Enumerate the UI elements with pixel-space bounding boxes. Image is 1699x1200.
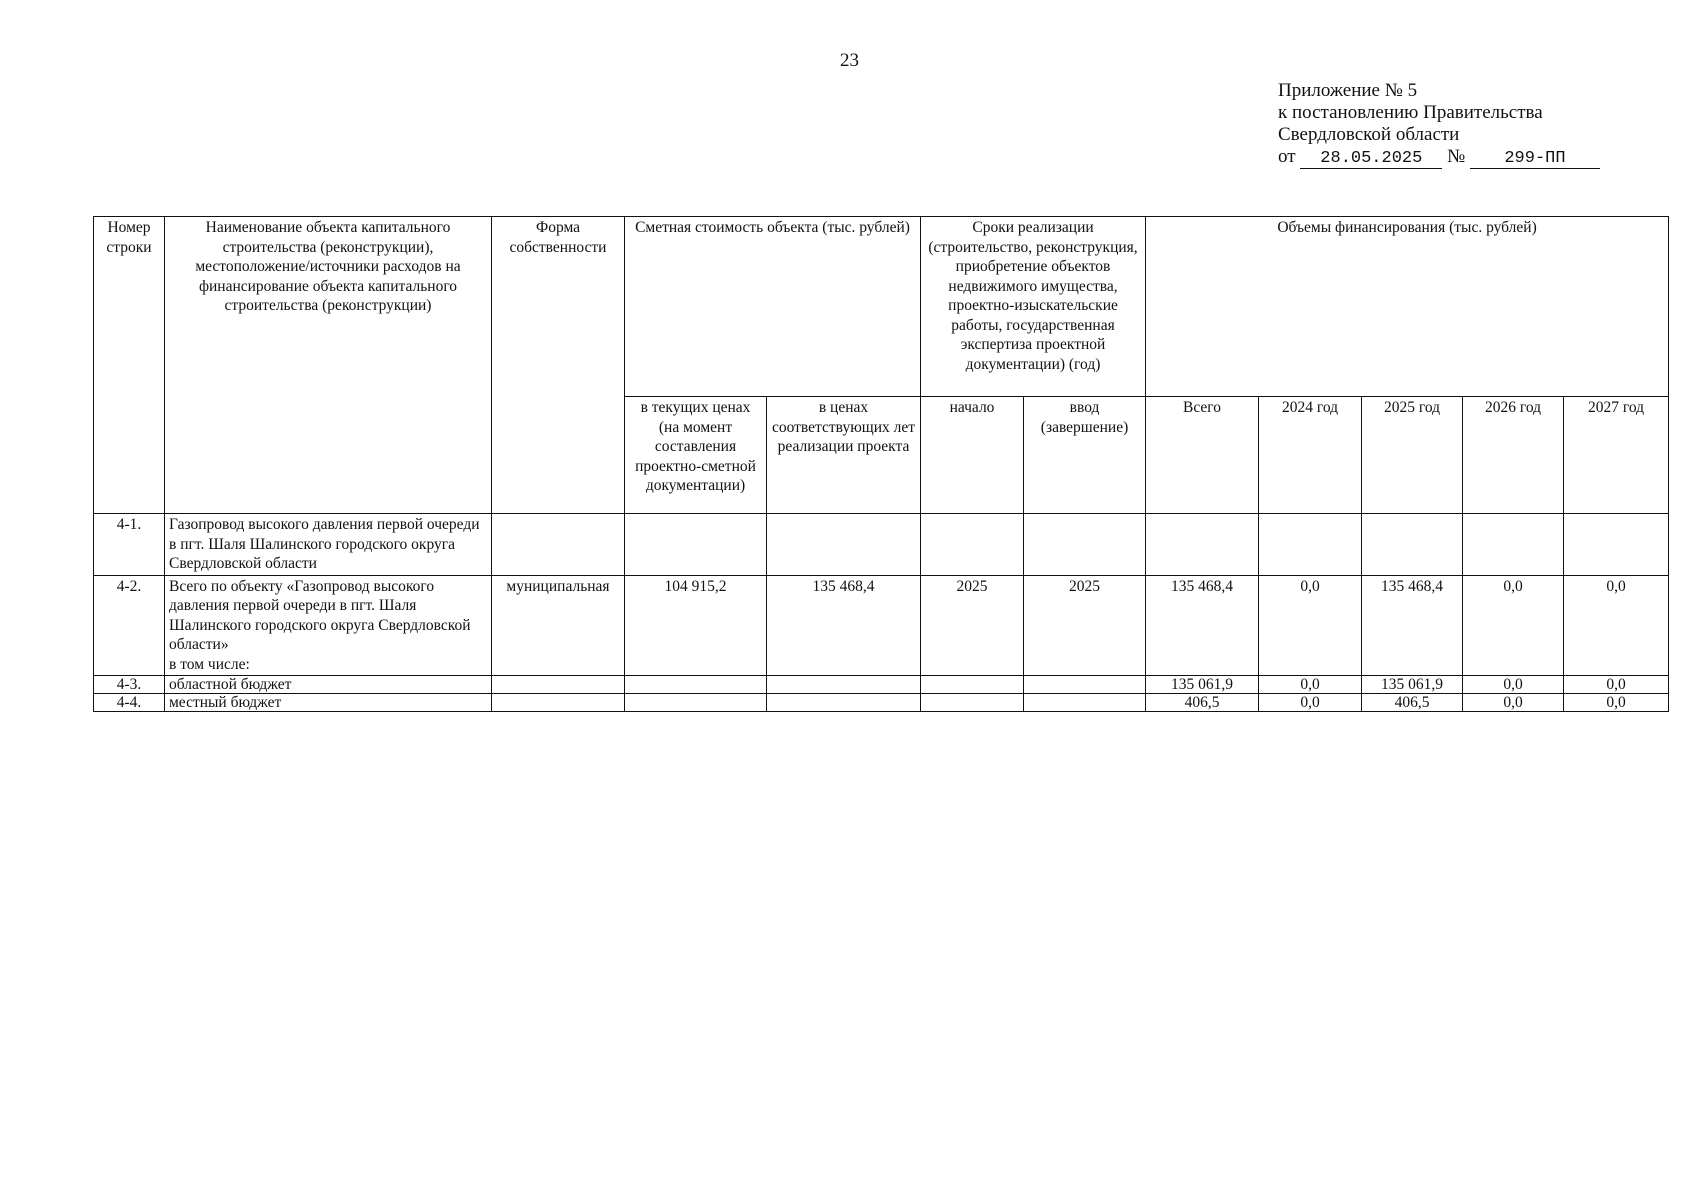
row-name: областной бюджет: [165, 676, 492, 694]
from-label: от: [1278, 146, 1296, 167]
row-2024: [1259, 514, 1362, 576]
row-2027: 0,0: [1564, 575, 1669, 676]
row-start: [921, 694, 1024, 712]
row-completion: [1024, 676, 1146, 694]
decree-number: 299-ПП: [1470, 150, 1600, 169]
appendix-region: Свердловской области: [1278, 124, 1460, 145]
header-2027: 2027 год: [1564, 397, 1669, 514]
row-completion: 2025: [1024, 575, 1146, 676]
row-current-prices: [625, 694, 767, 712]
header-current-prices: в текущих ценах (на момент составления проектно-сметной документации): [625, 397, 767, 514]
row-number: 4-4.: [94, 694, 165, 712]
row-number: 4-3.: [94, 676, 165, 694]
header-start: начало: [921, 397, 1024, 514]
row-2025: 135 061,9: [1362, 676, 1463, 694]
row-name: [165, 575, 492, 676]
row-2025: 135 468,4: [1362, 575, 1463, 676]
row-2026: 0,0: [1463, 575, 1564, 676]
header-row-number: Номер строки: [94, 217, 165, 514]
header-financing: Объемы финансирования (тыс. рублей): [1146, 217, 1669, 397]
appendix-block: [1278, 80, 1600, 169]
appendix-reference: к постановлению Правительства: [1278, 102, 1543, 123]
table-row: [94, 676, 1669, 694]
page-number: 23: [840, 50, 859, 71]
header-period-prices: в ценах соответствующих лет реализации проекта: [767, 397, 921, 514]
financing-table: [93, 216, 1669, 712]
row-start: 2025: [921, 575, 1024, 676]
row-current-prices: [625, 514, 767, 576]
header-2024: 2024 год: [1259, 397, 1362, 514]
row-name: Газопровод высокого давления первой очереди в пгт. Шаля Шалинского городского округа Свердловской области: [165, 514, 492, 576]
number-label: №: [1447, 146, 1466, 167]
row-total: 135 061,9: [1146, 676, 1259, 694]
row-completion: [1024, 694, 1146, 712]
header-completion: ввод (завершение): [1024, 397, 1146, 514]
row-ownership: [492, 676, 625, 694]
row-period-prices: [767, 694, 921, 712]
row-name-main: Всего по объекту «Газопровод высокого давления первой очереди в пгт. Шаля Шалинского городского округа Свердловской области»: [169, 577, 471, 653]
row-total: 135 468,4: [1146, 575, 1259, 676]
row-start: [921, 676, 1024, 694]
header-ownership: Форма собственности: [492, 217, 625, 514]
appendix-date-line: [1278, 146, 1600, 169]
row-completion: [1024, 514, 1146, 576]
row-2024: 0,0: [1259, 575, 1362, 676]
row-name: местный бюджет: [165, 694, 492, 712]
row-period-prices: [767, 676, 921, 694]
row-2025: [1362, 514, 1463, 576]
table-row: [94, 575, 1669, 676]
table-row: [94, 514, 1669, 576]
row-number: 4-2.: [94, 575, 165, 676]
row-total: 406,5: [1146, 694, 1259, 712]
row-name-suffix: в том числе:: [169, 655, 250, 673]
header-2026: 2026 год: [1463, 397, 1564, 514]
row-2024: 0,0: [1259, 694, 1362, 712]
header-object-name: Наименование объекта капитального строительства (реконструкции), местоположение/источники расходов на финансирование объекта капитального строительства (реконструкции): [165, 217, 492, 514]
row-number: 4-1.: [94, 514, 165, 576]
row-period-prices: 135 468,4: [767, 575, 921, 676]
row-period-prices: [767, 514, 921, 576]
row-current-prices: [625, 676, 767, 694]
row-2026: 0,0: [1463, 676, 1564, 694]
appendix-title: Приложение № 5: [1278, 80, 1418, 101]
table-row: [94, 694, 1669, 712]
row-2026: 0,0: [1463, 694, 1564, 712]
row-ownership: [492, 514, 625, 576]
row-total: [1146, 514, 1259, 576]
header-timing: Сроки реализации (строительство, реконструкция, приобретение объектов недвижимого имущества, проектно-изыскательские работы, государственная экспертиза проектной документации) (год): [921, 217, 1146, 397]
row-2027: [1564, 514, 1669, 576]
row-2026: [1463, 514, 1564, 576]
row-2024: 0,0: [1259, 676, 1362, 694]
header-estimated-cost: Сметная стоимость объекта (тыс. рублей): [625, 217, 921, 397]
decree-date: 28.05.2025: [1300, 150, 1442, 169]
header-2025: 2025 год: [1362, 397, 1463, 514]
row-current-prices: 104 915,2: [625, 575, 767, 676]
row-2027: 0,0: [1564, 676, 1669, 694]
row-ownership: [492, 694, 625, 712]
row-start: [921, 514, 1024, 576]
row-2025: 406,5: [1362, 694, 1463, 712]
header-total: Всего: [1146, 397, 1259, 514]
row-2027: 0,0: [1564, 694, 1669, 712]
row-ownership: муниципальная: [492, 575, 625, 676]
header-row-top: [94, 217, 1669, 397]
